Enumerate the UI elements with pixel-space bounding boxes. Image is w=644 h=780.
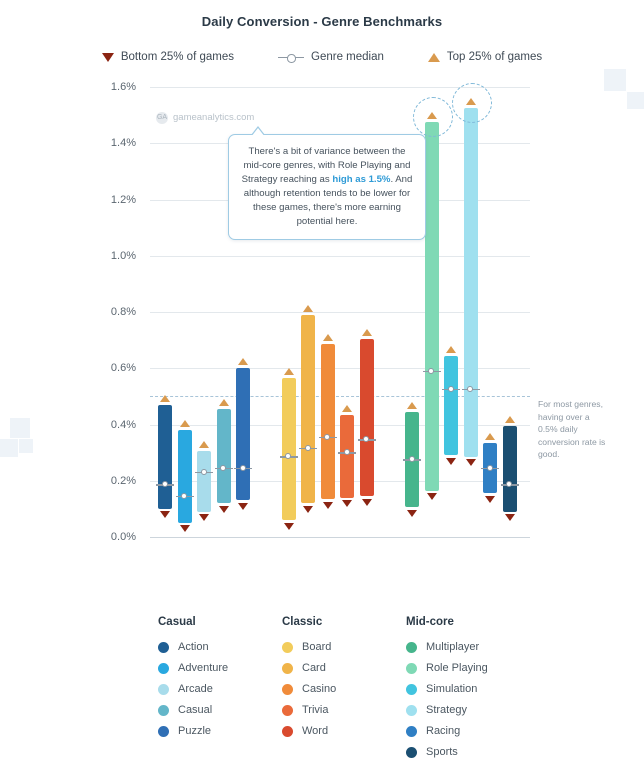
legend-item-label: Casual bbox=[178, 704, 213, 716]
legend-color-swatch-icon bbox=[282, 705, 293, 716]
chart-bar bbox=[301, 315, 315, 503]
legend-color-swatch-icon bbox=[158, 684, 169, 695]
legend-color-swatch-icon bbox=[406, 642, 417, 653]
legend-color-swatch-icon bbox=[158, 726, 169, 737]
triangle-down-icon bbox=[102, 53, 114, 62]
callout-highlight: high as 1.5% bbox=[332, 174, 391, 186]
chart-bar bbox=[178, 430, 192, 523]
legend-color-swatch-icon bbox=[282, 726, 293, 737]
legend-color-swatch-icon bbox=[158, 642, 169, 653]
median-marker bbox=[358, 436, 376, 443]
chart-legend-quartiles bbox=[0, 51, 644, 63]
legend-item-label: Puzzle bbox=[178, 725, 212, 737]
legend-item-label: Racing bbox=[426, 725, 461, 737]
median-marker bbox=[280, 453, 298, 460]
legend-color-swatch-icon bbox=[406, 705, 417, 716]
bottom-quartile-marker bbox=[238, 503, 248, 510]
y-axis-tick-label: 0.6% bbox=[110, 362, 136, 375]
bottom-quartile-marker bbox=[342, 500, 352, 507]
median-marker bbox=[338, 449, 356, 456]
legend-item[interactable] bbox=[282, 704, 406, 716]
legend-label-bottom-quartile: Bottom 25% of games bbox=[120, 51, 234, 63]
threshold-note: For most genres, having over a 0.5% daily conversion rate is good. bbox=[538, 399, 606, 460]
top-quartile-marker bbox=[505, 416, 515, 423]
top-quartile-marker bbox=[180, 420, 190, 427]
highlight-circle bbox=[452, 83, 492, 123]
legend-item[interactable] bbox=[282, 662, 406, 674]
chart-bar bbox=[444, 356, 458, 456]
bottom-quartile-marker bbox=[505, 514, 515, 521]
legend-item[interactable] bbox=[406, 746, 530, 758]
bottom-quartile-marker bbox=[303, 506, 313, 513]
legend-group-mid-core bbox=[406, 616, 530, 767]
legend-item-label: Action bbox=[178, 641, 209, 653]
legend-group-title: Casual bbox=[158, 616, 196, 628]
median-marker bbox=[462, 386, 480, 393]
legend-color-swatch-icon bbox=[406, 726, 417, 737]
page-title: Daily Conversion - Genre Benchmarks bbox=[201, 14, 443, 29]
top-quartile-marker bbox=[199, 441, 209, 448]
legend-color-swatch-icon bbox=[282, 663, 293, 674]
legend-item[interactable] bbox=[406, 662, 530, 674]
legend-color-swatch-icon bbox=[406, 747, 417, 758]
chart-bar bbox=[503, 426, 517, 512]
median-marker bbox=[299, 445, 317, 452]
legend-group-title: Mid-core bbox=[406, 616, 454, 628]
bottom-quartile-marker bbox=[485, 496, 495, 503]
chart-bar bbox=[464, 108, 478, 457]
chart-bar bbox=[158, 405, 172, 509]
top-quartile-marker bbox=[323, 334, 333, 341]
bottom-quartile-marker bbox=[199, 514, 209, 521]
triangle-up-icon bbox=[428, 53, 440, 62]
y-axis-tick-label: 1.0% bbox=[110, 249, 136, 262]
y-axis-tick-label: 1.4% bbox=[110, 137, 136, 150]
y-axis-tick-label: 1.6% bbox=[110, 81, 136, 93]
legend-color-swatch-icon bbox=[406, 663, 417, 674]
chart-bar bbox=[217, 409, 231, 503]
chart-bar bbox=[425, 122, 439, 490]
legend-item-label: Arcade bbox=[178, 683, 213, 695]
bottom-quartile-marker bbox=[407, 510, 417, 517]
chart-bar bbox=[321, 344, 335, 499]
median-marker bbox=[319, 434, 337, 441]
bottom-quartile-marker bbox=[180, 525, 190, 532]
genre-legend bbox=[158, 616, 530, 767]
legend-item[interactable] bbox=[282, 725, 406, 737]
chart-annotation-callout bbox=[228, 134, 426, 239]
legend-item[interactable] bbox=[158, 683, 282, 695]
legend-label-median: Genre median bbox=[311, 51, 384, 63]
y-axis-tick-label: 0.4% bbox=[110, 418, 136, 431]
top-quartile-marker bbox=[238, 358, 248, 365]
y-gridline bbox=[150, 537, 530, 538]
top-quartile-marker bbox=[160, 395, 170, 402]
bottom-quartile-marker bbox=[160, 511, 170, 518]
y-axis-tick-label: 1.2% bbox=[110, 193, 136, 206]
median-marker bbox=[234, 465, 252, 472]
legend-color-swatch-icon bbox=[282, 684, 293, 695]
y-axis-tick-label: 0.2% bbox=[110, 474, 136, 487]
legend-item[interactable] bbox=[158, 725, 282, 737]
median-marker bbox=[215, 465, 233, 472]
top-quartile-marker bbox=[362, 329, 372, 336]
watermark-logo-icon: GA bbox=[156, 112, 168, 124]
median-line-dot-icon bbox=[278, 53, 304, 62]
legend-item-median bbox=[278, 51, 384, 63]
legend-item-label: Role Playing bbox=[426, 662, 488, 674]
chart-bar bbox=[340, 415, 354, 498]
legend-color-swatch-icon bbox=[158, 705, 169, 716]
callout-text-part1: There's a bit of variance between the mid-core genres, with Role Playing and Strategy reaching as bbox=[241, 146, 411, 186]
legend-item-label: Casino bbox=[302, 683, 337, 695]
legend-item-label: Board bbox=[302, 641, 332, 653]
legend-item-label: Simulation bbox=[426, 683, 478, 695]
callout-text-part2: . And although retention tends to be lower for these games, there's more earning potential here. bbox=[243, 174, 413, 227]
legend-item-label: Trivia bbox=[302, 704, 329, 716]
legend-color-swatch-icon bbox=[406, 684, 417, 695]
median-marker bbox=[481, 465, 499, 472]
median-marker bbox=[195, 469, 213, 476]
top-quartile-marker bbox=[485, 433, 495, 440]
legend-item-top-quartile bbox=[428, 51, 542, 63]
median-marker bbox=[156, 481, 174, 488]
bottom-quartile-marker bbox=[219, 506, 229, 513]
legend-color-swatch-icon bbox=[158, 663, 169, 674]
chart-bar bbox=[236, 368, 250, 500]
legend-item-label: Word bbox=[302, 725, 329, 737]
chart-plot-area bbox=[0, 79, 644, 549]
legend-item-label: Strategy bbox=[426, 704, 467, 716]
legend-item[interactable] bbox=[158, 704, 282, 716]
bottom-quartile-marker bbox=[284, 523, 294, 530]
top-quartile-marker bbox=[342, 405, 352, 412]
chart-bar bbox=[197, 451, 211, 511]
top-quartile-marker bbox=[446, 346, 456, 353]
bottom-quartile-marker bbox=[466, 459, 476, 466]
top-quartile-marker bbox=[284, 368, 294, 375]
legend-item[interactable] bbox=[282, 683, 406, 695]
bottom-quartile-marker bbox=[362, 499, 372, 506]
median-marker bbox=[403, 456, 421, 463]
legend-item[interactable] bbox=[406, 704, 530, 716]
median-marker bbox=[442, 386, 460, 393]
legend-item[interactable] bbox=[158, 662, 282, 674]
legend-group-casual bbox=[158, 616, 282, 767]
top-quartile-marker bbox=[407, 402, 417, 409]
legend-item-label: Adventure bbox=[178, 662, 229, 674]
legend-item[interactable] bbox=[158, 641, 282, 653]
top-quartile-marker bbox=[303, 305, 313, 312]
legend-item-label: Sports bbox=[426, 746, 458, 758]
legend-item-label: Multiplayer bbox=[426, 641, 480, 653]
bottom-quartile-marker bbox=[323, 502, 333, 509]
watermark-text: gameanalytics.com bbox=[173, 112, 255, 123]
y-axis-tick-label: 0.0% bbox=[110, 531, 136, 543]
median-marker bbox=[423, 368, 441, 375]
legend-item[interactable] bbox=[406, 641, 530, 653]
legend-item[interactable] bbox=[282, 641, 406, 653]
y-axis-tick-label: 0.8% bbox=[110, 306, 136, 318]
legend-group-classic bbox=[282, 616, 406, 767]
legend-group-title: Classic bbox=[282, 616, 323, 628]
legend-item-bottom-quartile bbox=[102, 51, 234, 63]
legend-color-swatch-icon bbox=[282, 642, 293, 653]
watermark bbox=[156, 112, 254, 124]
legend-item-label: Card bbox=[302, 662, 326, 674]
highlight-circle bbox=[413, 97, 453, 137]
legend-label-top-quartile: Top 25% of games bbox=[446, 51, 543, 63]
legend-item[interactable] bbox=[406, 725, 530, 737]
bottom-quartile-marker bbox=[446, 458, 456, 465]
median-marker bbox=[176, 493, 194, 500]
bottom-quartile-marker bbox=[427, 493, 437, 500]
median-marker bbox=[501, 481, 519, 488]
top-quartile-marker bbox=[219, 399, 229, 406]
chart-bar bbox=[360, 339, 374, 497]
chart-bar bbox=[282, 378, 296, 520]
legend-item[interactable] bbox=[406, 683, 530, 695]
